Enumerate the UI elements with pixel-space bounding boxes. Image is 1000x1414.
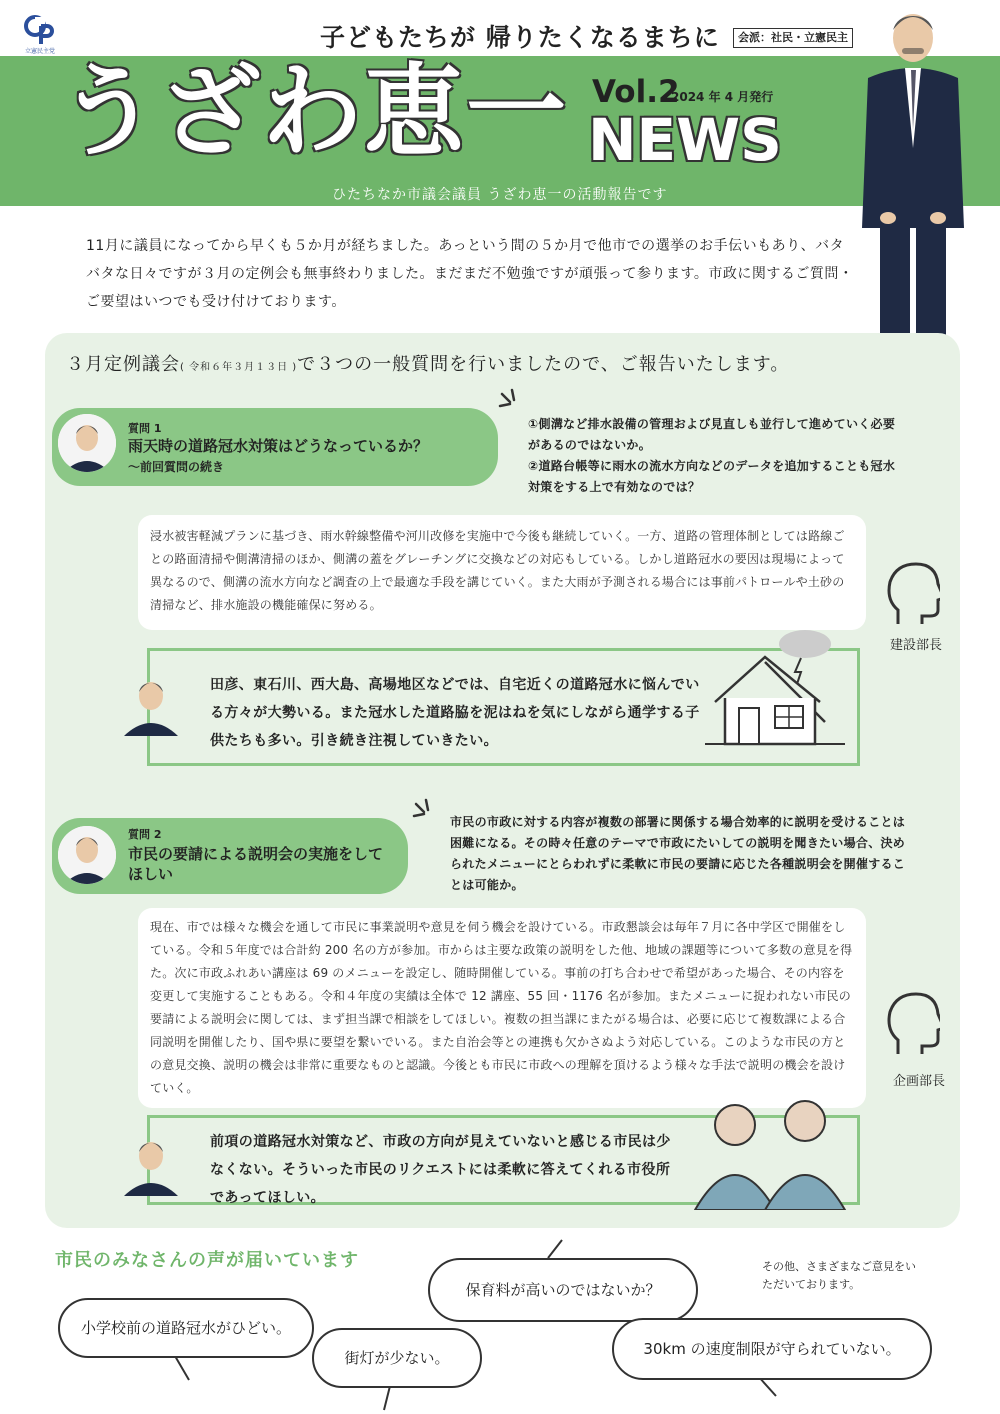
question-2-number: 質問 2: [128, 828, 162, 841]
voices-heading: 市民のみなさんの声が届いています: [55, 1250, 359, 1271]
other-opinions-note: その他、さまざまなご意見をいただいております。: [762, 1260, 916, 1291]
voice-bubble-1: 小学校前の道路冠水がひどい。: [58, 1298, 314, 1358]
question-1-title: 雨天時の道路冠水対策はどうなっているか？: [128, 437, 429, 455]
tagline: 子どもたちが 帰りたくなるまちに: [320, 23, 720, 52]
question-1-subtitle: ～前回質問の続き: [128, 460, 225, 474]
comment-2-text: 前項の道路冠水対策など、市政の方向が見えていないと感じる市民は少なくない。そういった市民のリクエストには柔軟に答えてくれる市役所であってほしい。: [210, 1134, 671, 1206]
answer-2-box: [138, 908, 866, 1108]
question-1-number: 質問 1: [128, 422, 162, 435]
news-wordmark: NEWS: [588, 106, 782, 174]
question-2-detail: 市民の市政に対する内容が複数の部署に関係する場合効率的に説明を受けることは困難になる。その時々任意のテーマで市政にたいしての説明を聞きたい場合、決められたメニューにとらわれずに柔軟に市民の要請に応じた各種説明会を開催することは可能か。: [450, 815, 906, 892]
newsletter-title: うざわ恵一: [58, 53, 568, 170]
question-2-title: 市民の要請による説明会の実施をしてほしい: [128, 845, 384, 883]
issue-date: 2024 年 4 月発行: [671, 90, 774, 104]
panel-heading: [66, 350, 789, 376]
volume-number: Vol.2: [592, 74, 680, 110]
dept-planning: 企画部長: [893, 1074, 946, 1089]
dept-construction: 建設部長: [890, 638, 943, 653]
intro-text: 11月に議員になってから早くも５か月が経ちました。あっという間の５か月で他市での選挙のお手伝いもあり、バタバタな日々ですが３月の定例会も無事終わりました。まだまだ不勉強ですが頑張って参ります。市政に関するご質問・ご要望はいつでも受け付けております。: [86, 238, 854, 310]
faction-badge: 会派：社民・立憲民主: [733, 28, 853, 48]
cdp-logo: [22, 14, 58, 48]
logo-caption: 立憲民主党: [24, 48, 55, 55]
avatar: [58, 826, 116, 884]
avatar: [58, 414, 116, 472]
voice-bubble-4: 30km の速度制限が守られていない。: [612, 1318, 932, 1380]
question-1-detail-1: ①側溝など排水設備の管理および見直しも並行して進めていく必要があるのではないか。: [528, 417, 896, 452]
head-silhouette-icon: [884, 990, 940, 1060]
emphasis-lines-icon: [498, 388, 526, 416]
emphasis-lines-icon: [412, 798, 440, 826]
avatar: [118, 670, 184, 736]
panel-heading-post: で３つの一般質問を行いましたので、ご報告いたします。: [297, 354, 790, 375]
voice-bubble-3: 保育料が高いのではないか？: [428, 1258, 698, 1322]
newsletter-subtitle: ひたちなか市議会議員 うざわ恵一の活動報告です: [332, 187, 668, 203]
question-1-detail-2: ②道路台帳等に雨水の流水方向などのデータを追加することも冠水対策をする上で有効なのでは？: [528, 459, 896, 494]
flooded-house-icon: [705, 622, 845, 752]
citizens-illustration-icon: [690, 1095, 850, 1210]
panel-heading-pre: ３月定例議会: [66, 354, 180, 375]
answer-2-text: 現在、市では様々な機会を通して市民に事業説明や意見を伺う機会を設けている。市政懇談会は毎年７月に各中学区で開催をしている。令和５年度では合計約 200 名の方が参加。市からは主要な政策の説明をした他、地域の課題等について多数の意見を得た。次に市政ふれあい講座は 69 のメニューを設定し、随時開催している。事前の打ち合わせで希望があった場合、その内容を変更して実施することもある。令和４年度の実績は全体で 12 講座、55 回・1176 名が参加。またメニューに捉われない市民の要請による説明会に関しては、まず担当課で相談をしてほしい。複数の担当課にまたがる場合は、必要に応じて複数課による合同説明を開催したり、国や県に要望を繋いでいる。また自治会等との連携も欠かさぬよう対応している。このような市民の方との意見交換、説明の機会は非常に重要なものと認識。今後とも市民に市政への理解を頂けるよう様々な手法で説明の機会を設けていく。: [150, 920, 853, 1095]
voice-bubble-2: 街灯が少ない。: [312, 1328, 482, 1388]
answer-1-box: [138, 515, 866, 630]
head-silhouette-icon: [884, 560, 940, 630]
answer-1-text: 浸水被害軽減プランに基づき、雨水幹線整備や河川改修を実施中で今後も継続していく。一方、道路の管理体制としては路線ごとの路面清掃や側溝清掃のほか、側溝の蓋をグレーチングに交換などの対応もしている。しかし道路冠水の要因は現場によって異なるので、側溝の流水方向など調査の上で最適な手段を講じていく。また大雨が予測される場合には事前パトロールや土砂の清掃など、排水施設の機能確保に努める。: [150, 529, 845, 612]
avatar: [118, 1130, 184, 1196]
panel-heading-date: ( 令和６年３月１３日 ): [180, 362, 298, 373]
comment-1-text: 田彦、東石川、西大島、高場地区などでは、自宅近くの道路冠水に悩んでいる方々が大勢いる。また冠水した道路脇を泥はねを気にしながら通学する子供たちも多い。引き続き注視していきたい。: [210, 677, 700, 749]
